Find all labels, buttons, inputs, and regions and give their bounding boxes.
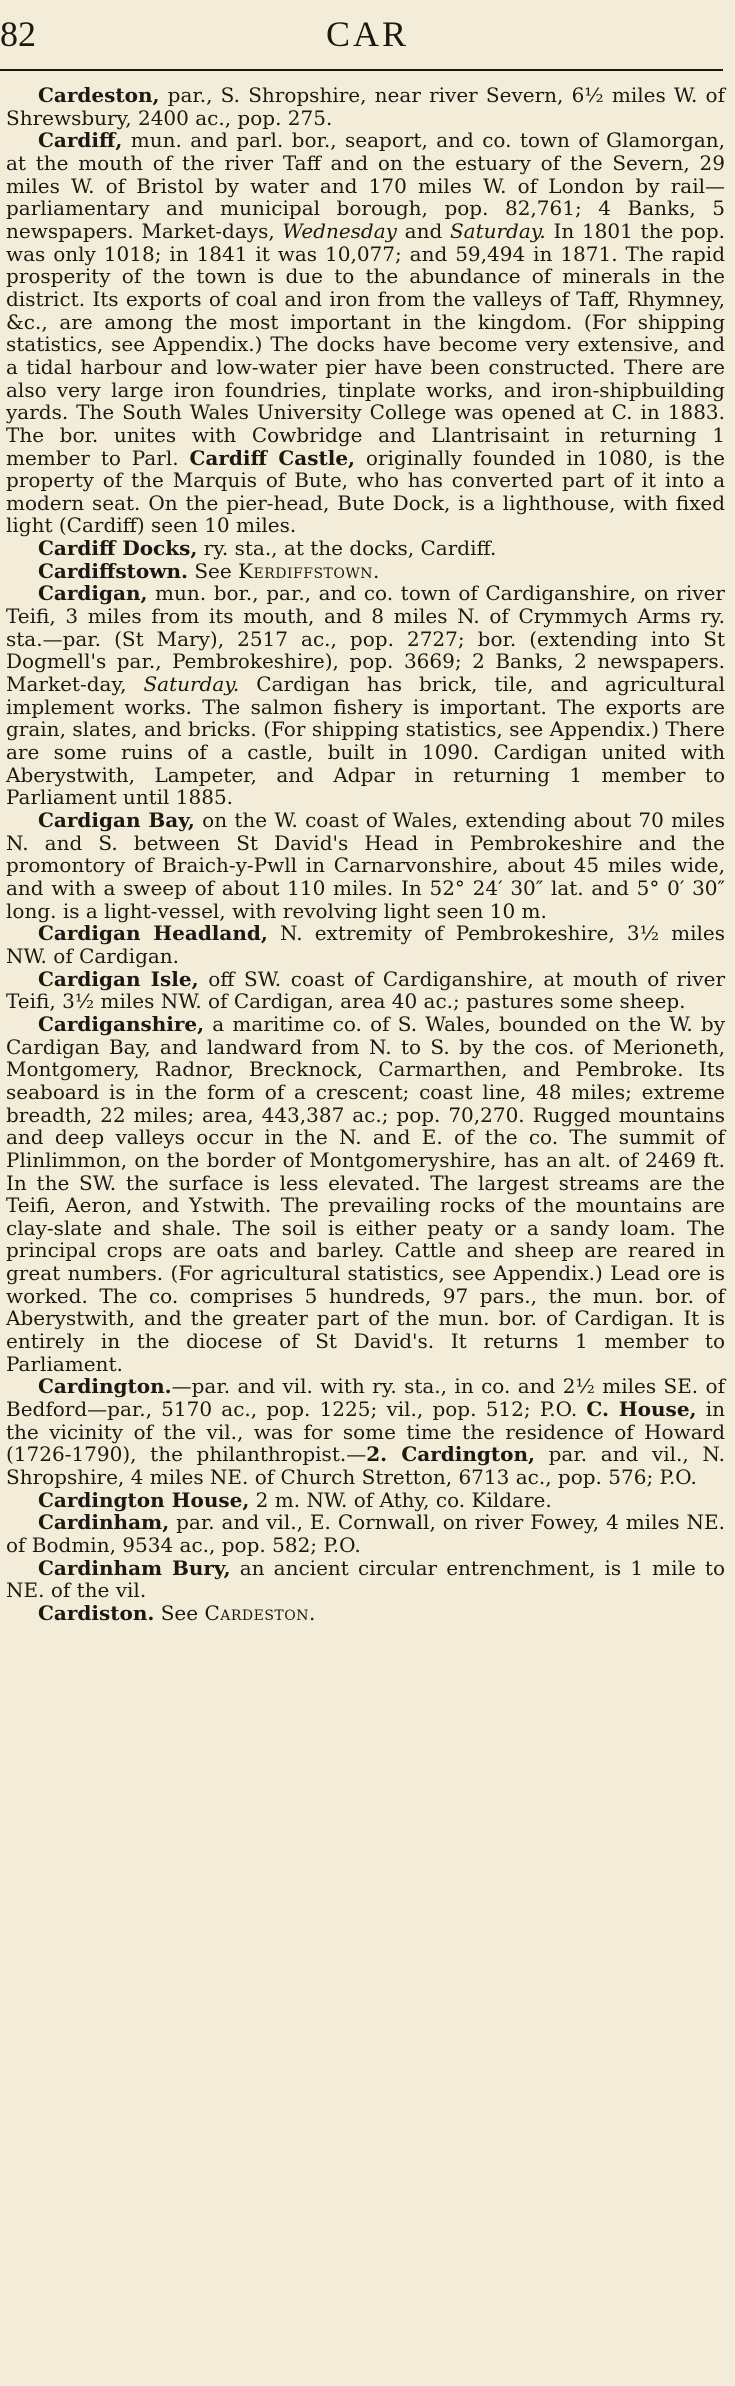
entry-subheadword: Cardiff Castle, xyxy=(189,445,356,470)
post-office-mark: P.O. xyxy=(539,1397,578,1422)
header-rule xyxy=(0,69,723,71)
entry-headword: Cardiff, xyxy=(38,128,123,153)
entry-cardiston xyxy=(6,1602,725,1625)
entry-text: 2 m. NW. of Athy, co. Kildare. xyxy=(249,1487,552,1512)
entry-headword: Cardington House, xyxy=(38,1487,250,1512)
entry-headword: Cardington. xyxy=(38,1374,172,1399)
entry-headword: Cardiffstown. xyxy=(38,558,188,583)
entry-text: —par. and vil. with ry. sta., in co. and 2½ miles SE. of Bedford—par., 5170 ac., pop. 1225; vil., pop. 512; xyxy=(6,1374,725,1422)
entry-text: par., S. Shropshire, near river Severn, 6½ miles W. of Shrewsbury, 2400 ac., pop. 275. xyxy=(6,83,725,130)
entry-cardigan-headland xyxy=(6,922,725,967)
entry-text: originally founded in 1080, is the property of the Marquis of Bute, who has converted part of it into a modern seat. On the pier-head, Bute Dock, is a lighthouse, with fixed light (Cardiff) seen 10 miles. xyxy=(6,445,725,538)
entry-cardiff xyxy=(6,129,725,537)
entry-headword: Cardiff Docks, xyxy=(38,536,198,561)
entry-text: in the vicinity of the vil., was for some time the residence of Howard (1726-1790), the philanthropist.— xyxy=(6,1397,726,1467)
entry-text: par. and vil., E. Cornwall, on river Fowey, 4 miles NE. of Bodmin, 9534 ac., pop. 582; xyxy=(6,1510,725,1557)
entry-headword: Cardigan Isle, xyxy=(38,966,199,991)
entry-headword: Cardigan, xyxy=(38,581,148,606)
entry-headword: Cardigan Bay, xyxy=(38,808,195,832)
page-number: 82 xyxy=(0,14,36,54)
entry-cardigan-isle xyxy=(6,968,725,1013)
cross-reference: Kerdiffstown. xyxy=(238,558,380,583)
entry-cardeston xyxy=(6,84,725,129)
entry-cardington-house xyxy=(6,1489,725,1512)
entry-text: mun. bor., par., and co. town of Cardiganshire, on river Teifi, 3 miles from its mouth, and 8 miles N. of Crymmych Arms ry. sta.—par. (St Mary), 2517 ac., pop. 2727; bor. (extending into St Dogmell's par., Pembrokeshire), pop. 3669; 2 Banks, 2 newspapers. Market-day, xyxy=(6,581,725,697)
entry-headword: Cardinham, xyxy=(38,1510,170,1535)
entry-subheadword: 2. Cardington, xyxy=(366,1442,535,1467)
entry-cardinham-bury xyxy=(6,1557,725,1602)
entry-text: off SW. coast of Cardiganshire, at mouth of river Teifi, 3½ miles NW. of Cardigan, area 40 ac.; pastures some sheep. xyxy=(6,966,726,1014)
entry-headword: Cardinham Bury, xyxy=(38,1555,231,1580)
entry-list xyxy=(6,84,725,1625)
entry-text: ry. sta., at the docks, Cardiff. xyxy=(197,536,497,561)
cross-reference: Cardeston. xyxy=(204,1600,316,1625)
entry-headword: Cardiston. xyxy=(38,1600,155,1625)
entry-text: In 1801 the pop. was only 1018; in 1841 it was 10,077; and 59,494 in 1871. The rapid prosperity of the town is due to the abundance of minerals in the district. Its exports of coal and iron from the valleys of Taff, Rhymney, &c., are among the most important in the kingdom. (For shipping statistics, see Appendix.) The docks have become very extensive, and a tidal harbour and low-water pier have been constructed. There are also very large iron foundries, tinplate works, and iron-shipbuilding yards. The South Wales University College was opened at C. in 1883. The bor. unites with Cowbridge and Llantrisaint in returning 1 member to Parl. xyxy=(6,218,725,470)
entry-headword: Cardigan Headland, xyxy=(38,921,268,946)
market-day: Saturday. xyxy=(143,672,240,697)
entry-cardinham xyxy=(6,1511,725,1556)
entry-text: Cardigan has brick, tile, and agricultural implement works. The salmon fishery is important. The exports are grain, slates, and bricks. (For shipping statistics, see Appendix.) There are some ruins of a castle, built in 1090. Cardigan united with Aberystwith, Lampeter, and Adpar in returning 1 member to Parliament until 1885. xyxy=(6,672,726,810)
entry-cardigan-bay xyxy=(6,809,725,922)
post-office-mark: P.O. xyxy=(323,1533,361,1557)
entry-text: N. extremity of Pembrokeshire, 3½ miles NW. of Cardigan. xyxy=(6,921,725,968)
entry-cardiganshire xyxy=(6,1013,725,1376)
entry-cardigan xyxy=(6,582,725,809)
running-head: CAR xyxy=(325,14,410,54)
market-day: Wednesday xyxy=(282,218,397,243)
entry-headword: Cardeston, xyxy=(38,83,160,107)
post-office-mark: P.O. xyxy=(659,1465,697,1490)
market-day: Saturday. xyxy=(449,218,546,243)
entry-cardiff-docks xyxy=(6,537,725,560)
entry-cardiffstown xyxy=(6,560,725,583)
entry-text: See xyxy=(154,1600,205,1625)
entry-text: mun. and parl. bor., seaport, and co. town of Glamorgan, at the mouth of the river Taff and on the estuary of the Severn, 29 miles W. of Bristol by water and 170 miles W. of London by rail—parliamentary and municipal borough, pop. 82,761; 4 Banks, 5 newspapers. Market-days, xyxy=(6,128,725,243)
entry-text: a maritime co. of S. Wales, bounded on the W. by Cardigan Bay, and landward from N. to S. by the cos. of Merioneth, Montgomery, Radnor, Brecknock, Carmarthen, and Pembroke. Its seaboard is in the form of a crescent; coast line, 48 miles; extreme breadth, 22 miles; area, 443,387 ac.; pop. 70,270. Rugged mountains and deep valleys occur in the N. and E. of the co. The summit of Plinlimmon, on the border of Montgomeryshire, has an alt. of 2469 ft. In the SW. the surface is less elevated. The largest streams are the Teifi, Aeron, and Ystwith. The prevailing rocks of the mountains are clay-slate and shale. The soil is either peaty or a sandy loam. The principal crops are oats and barley. Cattle and sheep are reared in great numbers. (For agricultural statistics, see Appendix.) Lead ore is worked. The co. comprises 5 hundreds, 97 pars., the mun. bor. of Aberystwith, and the greater part of the mun. bor. of Cardigan. It is entirely in the diocese of St David's. It returns 1 member to Parliament. xyxy=(6,1011,725,1376)
entry-cardington xyxy=(6,1375,725,1488)
entry-text: See xyxy=(187,558,239,583)
entry-text: on the W. coast of Wales, extending about 70 miles N. and S. between St David's Head in Pembrokeshire and the promontory of Braich-y-Pwll in Carnarvonshire, about 45 miles wide, and with a sweep of about 110 miles. In 52° 24′ 30″ lat. and 5° 0′ 30″ long. is a light-vessel, with revolving light seen 10 m. xyxy=(6,808,726,923)
entry-subheadword: C. House, xyxy=(586,1397,697,1422)
entry-headword: Cardiganshire, xyxy=(38,1011,205,1036)
entry-text: an ancient circular entrenchment, is 1 mile to NE. of the vil. xyxy=(6,1555,725,1603)
entry-text: and xyxy=(396,218,450,243)
page-header xyxy=(0,0,735,72)
entry-text: par. and vil., N. Shropshire, 4 miles NE. of Church Stretton, 6713 ac., pop. 576; xyxy=(6,1442,725,1490)
